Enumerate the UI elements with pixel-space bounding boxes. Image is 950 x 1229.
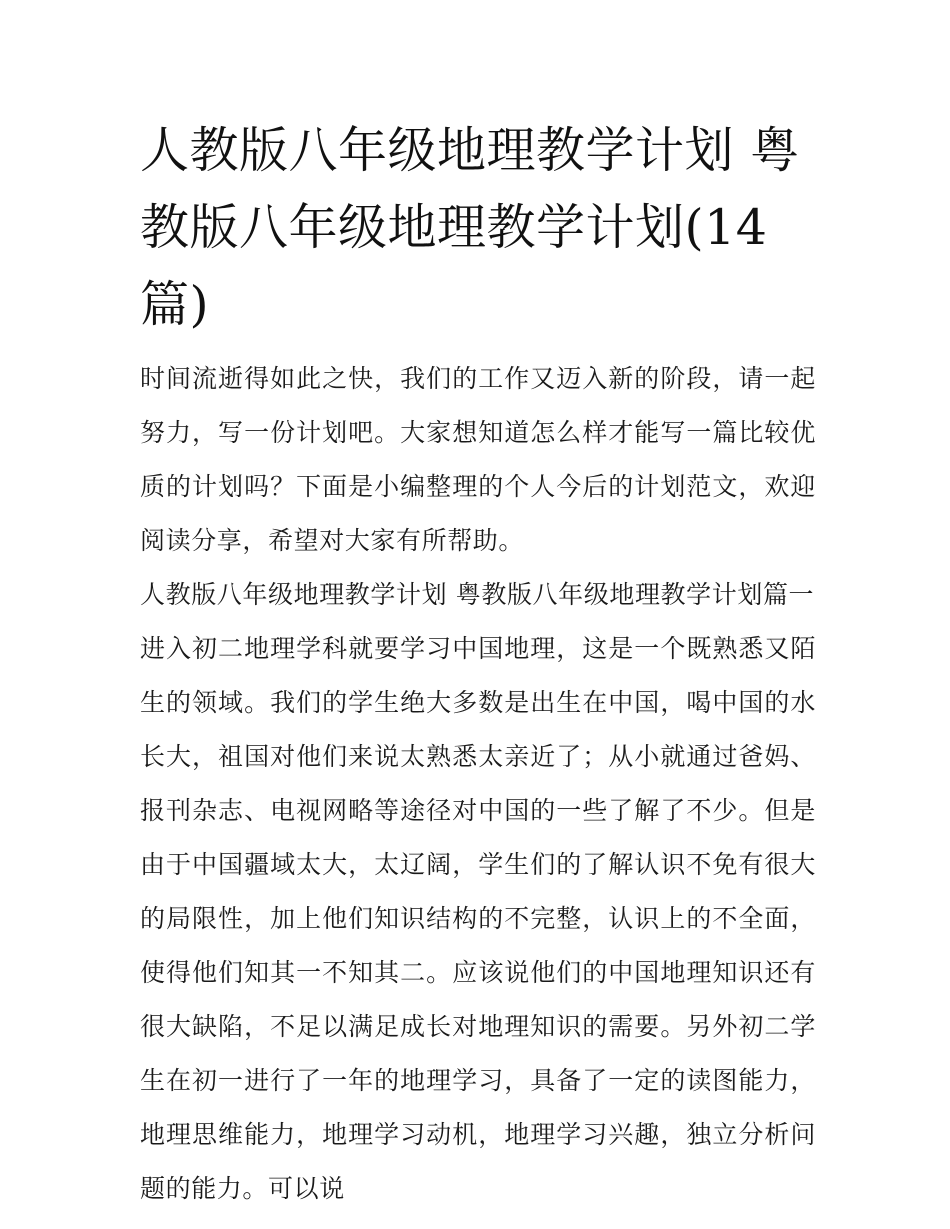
body-paragraph: 进入初二地理学科就要学习中国地理，这是一个既熟悉又陌生的领域。我们的学生绝大多数是出生在中国，喝中国的水长大，祖国对他们来说太熟悉太亲近了；从小就通过爸妈、报刊杂志、电视网略等途径对中国的一些了解了不少。但是由于中国疆域太大，太辽阔，学生们的了解认识不免有很大的局限性，加上他们知识结构的不完整，认识上的不全面，使得他们知其一不知其二。应该说他们的中国地理知识还有很大缺陷，不足以满足成长对地理知识的需要。另外初二学生在初一进行了一年的地理学习，具备了一定的读图能力，地理思维能力，地理学习动机，地理学习兴趣，独立分析问题的能力。可以说 <box>140 634 816 1203</box>
document-body <box>140 352 816 1216</box>
document-title: 人教版八年级地理教学计划 粤教版八年级地理教学计划(14篇) <box>140 122 800 333</box>
intro-paragraph: 时间流逝得如此之快，我们的工作又迈入新的阶段，请一起努力，写一份计划吧。大家想知道怎么样才能写一篇比较优质的计划吗？下面是小编整理的个人今后的计划范文，欢迎阅读分享，希望对大家有所帮助。 <box>140 364 816 555</box>
section-heading: 人教版八年级地理教学计划 粤教版八年级地理教学计划篇一 <box>140 580 815 609</box>
